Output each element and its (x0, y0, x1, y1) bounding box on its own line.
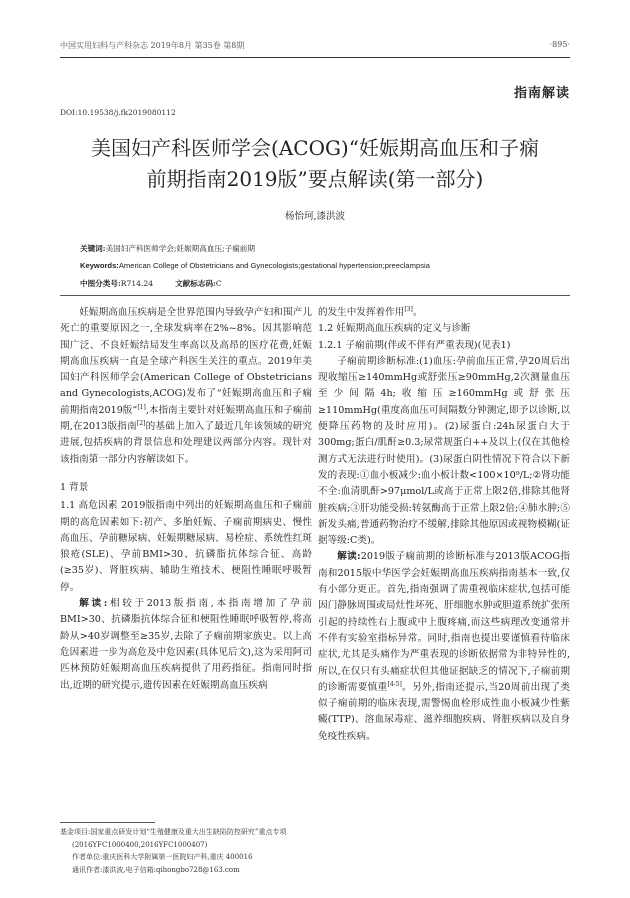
authors: 杨怡珂,漆洪波 (284, 211, 346, 222)
left-column (60, 305, 312, 694)
section-heading-definition: 1.2 妊娠期高血压疾病的定义与诊断 (318, 323, 471, 335)
citation: [4-5] (387, 680, 402, 688)
continuation-end: 。 (412, 307, 423, 318)
citation: [2] (136, 419, 146, 427)
diagnosis-criteria-paragraph: 子痫前期诊断标准:(1)血压:孕前血压正常,孕20周后出现收缩压≥140mmHg或舒张压≥90mmHg,2次测量血压至少间隔4h;收缩压≥160mmHg或舒张压≥110mmHg(重度高血压可间隔数分钟测定,即予以诊断,以便降压药物的及时应用)。(2)尿蛋白:24h尿蛋白大于300mg;蛋白/肌酐≥0.3;尿常规蛋白++及以上(仅在其他检测方式无法进行时使用)。(3)尿蛋白阴性情况下符合以下新发的表现:①血小板减少:血小板计数<100×10⁹/L;②肾功能不全:血清肌酐>97μmol/L或高于正常上限2倍,排除其他肾脏疾病;③肝功能受损:转氨酶高于正常上限2倍;④肺水肿;⑤新发头痛,普通药物治疗不缓解,排除其他原因或视物模糊(证据等级:C类)。 (318, 355, 570, 547)
keywords-cn-text: 美国妇产科医师学会;妊娠期高血压;子痫前期 (105, 244, 255, 253)
citation: [1] (137, 403, 146, 411)
risk-factors-paragraph: 1.1 高危因素 2019版指南中列出的妊娠期高血压和子痫前期的高危因素如下:初产、多胎妊娠、子痫前期病史、慢性高血压、孕前糖尿病、妊娠期糖尿病、易栓症、系统性红斑狼疮(SLE)、孕前BMI>30、抗磷脂抗体综合征、高龄(≥35岁)、肾脏疾病、辅助生殖技术、梗阻性睡眠呼吸暂停。 (60, 500, 312, 593)
commentary-lead: 解读: (79, 598, 108, 610)
clc-label: 中图分类号: (80, 279, 121, 288)
funding-note: 基金项目:国家重点研发计划“生殖健康及重大出生缺陷防控研究”重点专项(2016YFC1000400,2016YFC1000407) (60, 828, 287, 849)
footnote-rule (60, 822, 155, 823)
continuation-text: 的发生中发挥着作用 (318, 307, 405, 318)
footnotes (60, 826, 312, 876)
commentary-text-2: 。另外,指南还提示,当20周前出现了类似子痫前期的临床表现,需警惕血栓形成性血小板减少性紫癜(TTP)、溶血尿毒症、滋养细胞疾病、肾脏疾病以及自身免疫性疾病。 (318, 681, 571, 742)
section-heading-background: 1 背景 (60, 481, 89, 493)
keywords-cn (80, 243, 558, 255)
correspondence-note: 通讯作者:漆洪波,电子信箱:qihongbo728@163.com (72, 865, 240, 874)
right-column (318, 305, 570, 745)
keywords-en-text: American College of Obstetricians and Gynecologists;gestational hypertension;preeclampsia (118, 261, 430, 270)
doi: DOI:10.19538/j.fk2019080112 (60, 108, 176, 117)
risk-factors-commentary (60, 596, 312, 694)
citation: [3] (404, 305, 413, 313)
clc-value: R714.24 (120, 279, 154, 288)
meta-rule (60, 295, 570, 296)
intro-text: 妊娠期高血压疾病是全世界范围内导致孕产妇和围产儿死亡的重要原因之一,全球发病率在2%~8%。因其影响范围广泛、不良妊娠结局发生率高以及高昂的医疗花费,妊娠期高血压疾病一直是全球产科医生关注的重点。2019年美国妇产科医师学会(American College of Obstetricians and Gynecologists,ACOG)发布了“妊娠期高血压和子痫前期指南2019版” (60, 307, 312, 416)
classification (80, 278, 558, 290)
commentary-text: 相较于2013版指南,本指南增加了孕前BMI>30、抗磷脂抗体综合征和梗阻性睡眠呼吸暂停,将高龄从>40岁调整至≥35岁,去除了子痫前期家族史。以上高危因素进一步为高危及中危因素(具体见后文),这为采用阿司匹林预防妊娠期高血压疾病提供了用药指征。指南同时指出,近期的研究提示,遗传因素在妊娠期高血压疾病 (60, 598, 313, 691)
affiliation-note: 作者单位:重庆医科大学附属第一医院妇产科,重庆 400016 (72, 853, 253, 861)
commentary-text: 2019版子痫前期的诊断标准与2013版ACOG指南和2015版中华医学会妊娠期高血压疾病指南基本一致,仅有小部分更正。首先,指南强调了需重视临床症状,包括可能因门静脉周围或局灶性坏死、肝细胞水肿或胆道系统扩张所引起的持续性右上腹或中上腹疼痛,而这些病理改变通常并不伴有实验室指标异常。同时,指南也提出要谨慎看待临床症状,尤其是头痛作为严重表现的诊断依据常为非特异性的,所以,在仅只有头痛症状但其他证据缺乏的情况下,子痫前期的诊断需要慎重 (318, 551, 570, 693)
intro-text-3: 的基础上加入了最近几年该领域的研究进展,包括疾病的背景信息和处理建议两部分内容。现针对该指南第一部分内容解读如下。 (60, 421, 313, 465)
title-line-1: 美国妇产科医师学会(ACOG)“妊娠期高血压和子痫 (91, 136, 539, 160)
keywords-en-label: Keywords: (80, 261, 119, 270)
intro-text-2: ,本指南主要针对妊娠期高血压和子痫前期,在2013版指南 (60, 404, 312, 433)
page-number: ·895· (549, 40, 570, 49)
doc-code-label: 文献标志码: (175, 279, 216, 288)
subsection-heading-preeclampsia: 1.2.1 子痫前期(伴或不伴有严重表现)(见表1) (318, 339, 511, 351)
doc-code-value: C (215, 279, 222, 288)
journal-header: 中国实用妇科与产科杂志 2019年8月 第35卷 第8期 (60, 41, 245, 50)
keywords-en (80, 260, 558, 272)
header-rule (60, 57, 570, 58)
intro-paragraph (60, 305, 312, 468)
keywords-cn-label: 关键词: (80, 244, 106, 253)
continuation-paragraph (318, 305, 570, 321)
article-title (55, 133, 575, 195)
diagnosis-commentary (318, 549, 570, 745)
title-line-2: 前期指南2019版”要点解读(第一部分) (146, 167, 484, 191)
commentary-lead: 解读: (337, 551, 361, 563)
section-label: 指南解读 (513, 86, 570, 101)
